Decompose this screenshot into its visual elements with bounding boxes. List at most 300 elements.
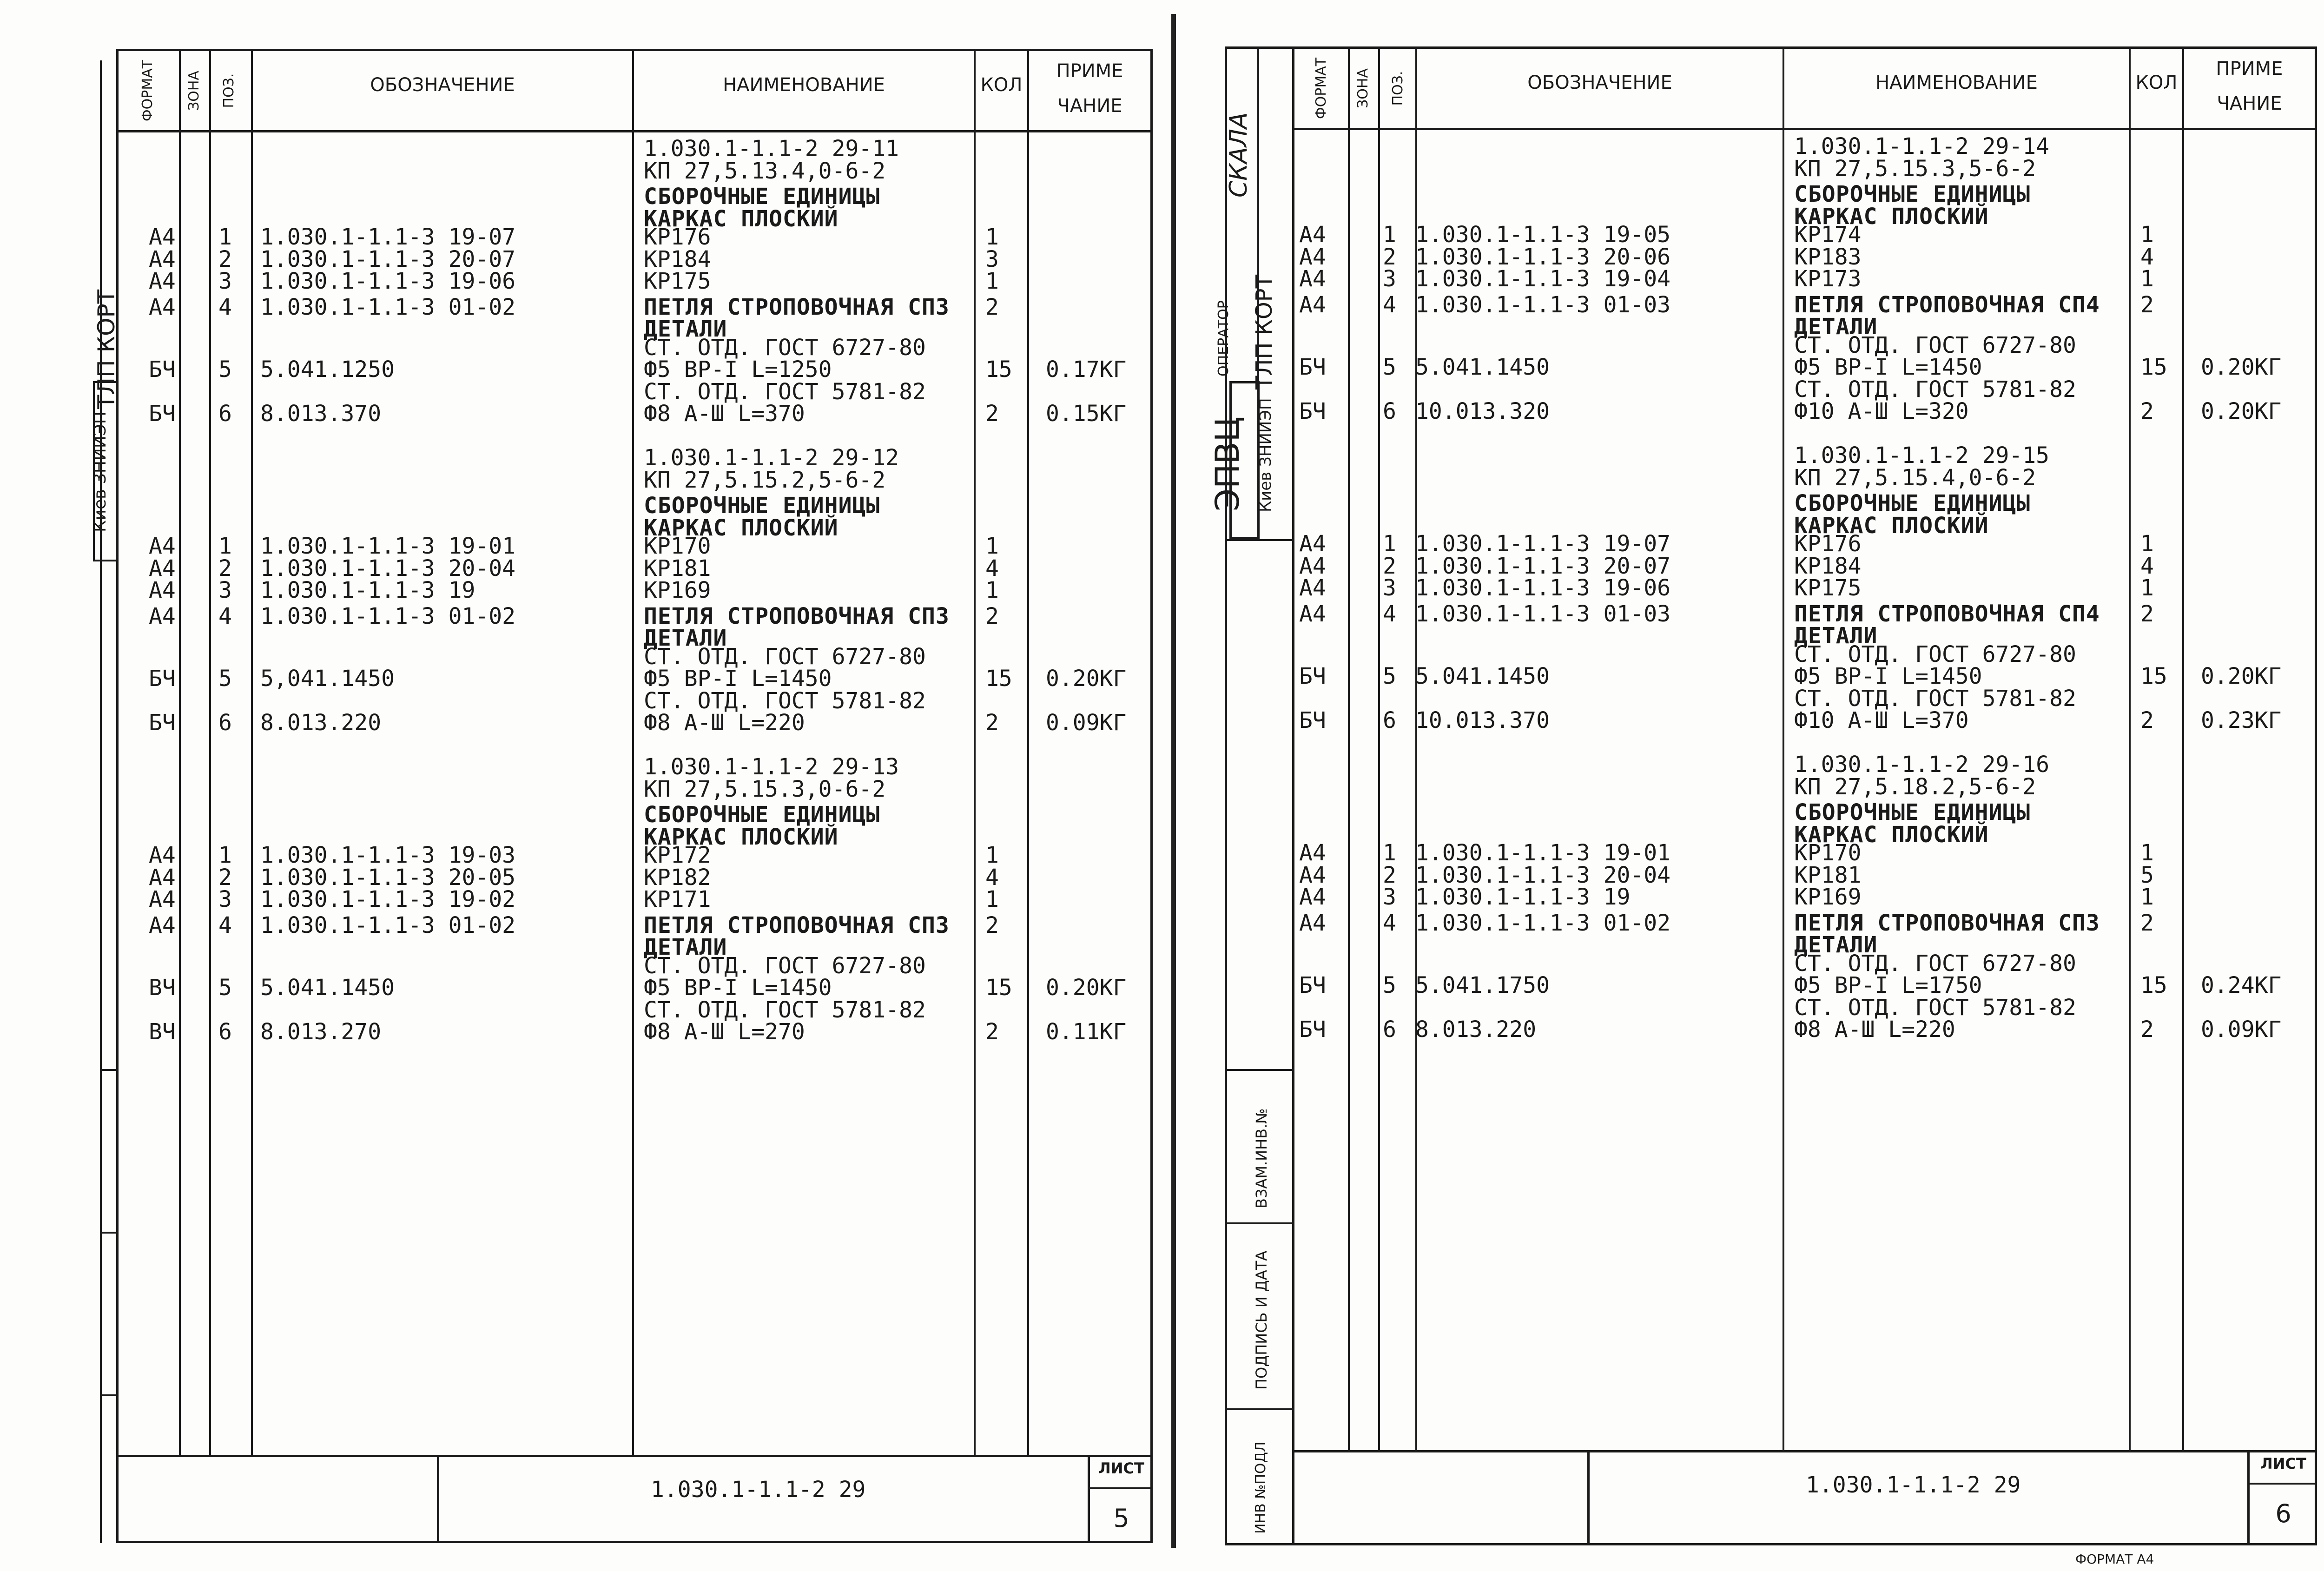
designation-cell: 1.030.1-1.1-3 20-04 (260, 555, 516, 581)
name-cell: СТ. ОТД. ГОСТ 6727-80 (644, 643, 926, 670)
format-cell: БЧ (1299, 972, 1326, 998)
sheet-number: 5 (1113, 1504, 1129, 1533)
header-format: ФОРМАТ (1313, 57, 1329, 119)
spec-row (0, 755, 1153, 778)
quantity-cell: 15 (985, 666, 1012, 692)
name-cell: КП 27,5.15.3,0-6-2 (644, 776, 886, 802)
format-cell: ВЧ (149, 1019, 176, 1045)
designation-cell: 1.030.1-1.1-3 19-04 (1415, 266, 1671, 292)
position-cell: 5 (218, 975, 232, 1001)
format-cell: А4 (149, 224, 176, 250)
sheet-box-line (2247, 1483, 2317, 1485)
stamp-skala: СКАЛА (1225, 112, 1253, 198)
quantity-cell: 2 (2140, 398, 2154, 424)
name-cell: СТ. ОТД. ГОСТ 6727-80 (1794, 641, 2076, 667)
name-cell: СБОРОЧНЫЕ ЕДИНИЦЫ (644, 493, 880, 519)
label-podpis-data: ПОДПИСЬ И ДАТА (1253, 1250, 1270, 1390)
format-cell: А4 (149, 842, 176, 868)
name-cell: Ф5 ВР-I L=1250 (644, 356, 832, 383)
sheet-number: 6 (2275, 1499, 2291, 1528)
spec-row (0, 493, 1153, 519)
name-cell: Ф5 ВР-I L=1750 (1794, 972, 1982, 998)
note-cell: 0.20КГ (1046, 975, 1127, 1001)
header-pos: ПОЗ. (1390, 71, 1406, 106)
name-cell: ДЕТАЛИ (1794, 932, 1878, 958)
spec-row (0, 914, 1153, 936)
stamp-tlp-kort: ТЛП КОРТ (1251, 275, 1277, 389)
spec-row (1164, 376, 2317, 403)
spec-row (1164, 864, 2317, 886)
format-cell: БЧ (1299, 663, 1326, 689)
name-cell: ПЕТЛЯ СТРОПОВОЧНАЯ СП3 (644, 294, 950, 320)
spec-row (0, 1020, 1153, 1043)
spec-row (0, 248, 1153, 270)
header-bottom-line (1292, 128, 2317, 130)
name-cell: КР184 (644, 246, 711, 272)
position-cell: 6 (218, 401, 232, 427)
designation-cell: 1.030.1-1.1-3 01-02 (260, 294, 516, 320)
designation-cell: 1.030.1-1.1-3 01-02 (260, 912, 516, 938)
designation-cell: 1.030.1-1.1-3 20-05 (260, 864, 516, 891)
right-sheet (1164, 0, 2324, 1567)
name-cell: КАРКАС ПЛОСКИЙ (644, 824, 838, 850)
spec-row (0, 535, 1153, 557)
position-cell: 1 (1383, 840, 1396, 866)
position-cell: 2 (1383, 244, 1396, 270)
position-cell: 4 (218, 294, 232, 320)
spec-row (0, 643, 1153, 670)
name-cell: 1.030.1-1.1-2 29-12 (644, 445, 899, 471)
note-cell: 0.09КГ (1046, 710, 1127, 736)
position-cell: 3 (218, 577, 232, 603)
format-cell: А4 (1299, 291, 1326, 318)
name-cell: Ф5 ВР-I L=1450 (644, 975, 832, 1001)
position-cell: 2 (218, 246, 232, 272)
spec-row (1164, 245, 2317, 268)
position-cell: 5 (1383, 354, 1396, 380)
spec-row (1164, 293, 2317, 316)
name-cell: ДЕТАЛИ (644, 934, 727, 960)
format-cell: А4 (149, 294, 176, 320)
name-cell: 1.030.1-1.1-2 29-15 (1794, 442, 2050, 469)
document-code: 1.030.1-1.1-2 29 (651, 1477, 866, 1503)
spec-row (0, 356, 1153, 383)
format-cell: А4 (149, 886, 176, 912)
frame-bottom (116, 1541, 1153, 1543)
designation-cell: 10.013.370 (1415, 707, 1550, 733)
name-cell: КР175 (644, 268, 711, 294)
format-cell: А4 (149, 577, 176, 603)
name-cell: Ф10 А-Ш L=320 (1794, 398, 1969, 424)
designation-cell: 5,041.1450 (260, 666, 395, 692)
note-cell: 0.09КГ (2201, 1017, 2282, 1043)
name-cell: ДЕТАЛИ (1794, 314, 1878, 340)
quantity-cell: 1 (2140, 575, 2154, 601)
format-cell: БЧ (1299, 354, 1326, 380)
name-cell: КР170 (644, 533, 711, 559)
name-cell: КАРКАС ПЛОСКИЙ (1794, 821, 1989, 848)
spec-row (1164, 974, 2317, 996)
header-zone: ЗОНА (186, 71, 202, 111)
format-cell: А4 (149, 246, 176, 272)
designation-cell: 1.030.1-1.1-3 01-02 (260, 603, 516, 629)
position-cell: 1 (218, 224, 232, 250)
quantity-cell: 1 (985, 533, 999, 559)
quantity-cell: 1 (985, 886, 999, 912)
position-cell: 6 (1383, 398, 1396, 424)
format-cell: А4 (1299, 553, 1326, 579)
spec-row (0, 424, 1153, 447)
spec-row (1164, 643, 2317, 665)
name-cell: СТ. ОТД. ГОСТ 5781-82 (1794, 685, 2076, 712)
position-cell: 6 (1383, 707, 1396, 733)
spec-row (1164, 554, 2317, 577)
spec-row (0, 954, 1153, 977)
designation-cell: 1.030.1-1.1-3 19-01 (260, 533, 516, 559)
position-cell: 1 (218, 533, 232, 559)
spec-row (0, 666, 1153, 692)
spec-row (0, 159, 1153, 182)
position-cell: 5 (218, 356, 232, 383)
spec-row (0, 802, 1153, 828)
name-cell: Ф8 А-Ш L=220 (644, 710, 805, 736)
designation-cell: 1.030.1-1.1-3 20-06 (1415, 244, 1671, 270)
quantity-cell: 15 (2140, 972, 2167, 998)
quantity-cell: 2 (2140, 601, 2154, 627)
name-cell: 1.030.1-1.1-2 29-11 (644, 136, 899, 162)
name-cell: ДЕТАЛИ (644, 625, 727, 651)
sheet-label: ЛИСТ (1098, 1459, 1144, 1477)
designation-cell: 1.030.1-1.1-3 20-04 (1415, 862, 1671, 888)
name-cell: Ф8 А-Ш L=270 (644, 1019, 805, 1045)
designation-cell: 10.013.320 (1415, 398, 1550, 424)
spec-row (1164, 841, 2317, 864)
name-cell: КАРКАС ПЛОСКИЙ (644, 205, 838, 232)
name-cell: СТ. ОТД. ГОСТ 6727-80 (1794, 950, 2076, 977)
designation-cell: 8.013.220 (1415, 1017, 1537, 1043)
position-cell: 2 (1383, 862, 1396, 888)
note-cell: 0.20КГ (1046, 666, 1127, 692)
header-note-1: ПРИМЕ (2216, 58, 2283, 79)
header-note-2: ЧАНИЕ (2217, 93, 2282, 114)
spec-row (1164, 911, 2317, 934)
spec-row (0, 689, 1153, 712)
spec-row (1164, 950, 2317, 977)
name-cell: КАРКАС ПЛОСКИЙ (1794, 203, 1989, 230)
margin-tick-3 (100, 1394, 119, 1396)
quantity-cell: 2 (985, 710, 999, 736)
spec-row (1164, 665, 2317, 687)
designation-cell: 5.041.1750 (1415, 972, 1550, 998)
margin-sep-2 (1225, 1069, 1292, 1071)
quantity-cell: 1 (2140, 266, 2154, 292)
spec-row (1164, 400, 2317, 422)
name-cell: КР175 (1794, 575, 1862, 601)
titleblock-sep (437, 1455, 439, 1543)
designation-cell: 1.030.1-1.1-3 01-03 (1415, 601, 1671, 627)
name-cell: Ф5 ВР-I L=1450 (644, 666, 832, 692)
spec-row (0, 136, 1153, 162)
spec-row (0, 184, 1153, 210)
format-cell: БЧ (1299, 398, 1326, 424)
name-cell: СТ. ОТД. ГОСТ 5781-82 (644, 687, 926, 714)
name-cell: ПЕТЛЯ СТРОПОВОЧНАЯ СП3 (644, 912, 950, 938)
spec-row (0, 401, 1153, 427)
margin-sep-4 (1225, 1408, 1292, 1410)
name-cell: КП 27,5.15.3,5-6-2 (1794, 155, 2036, 182)
designation-cell: 1.030.1-1.1-3 01-03 (1415, 291, 1671, 318)
header-name: НАИМЕНОВАНИЕ (723, 74, 885, 96)
margin-tick-2 (100, 1232, 119, 1234)
spec-row (0, 557, 1153, 579)
header-note-2: ЧАНИЕ (1057, 95, 1122, 117)
format-cell: ВЧ (149, 975, 176, 1001)
name-cell: КП 27,5.15.4,0-6-2 (1794, 464, 2036, 491)
designation-cell: 1.030.1-1.1-3 19-05 (1415, 222, 1671, 248)
name-cell: СТ. ОТД. ГОСТ 5781-82 (644, 997, 926, 1023)
position-cell: 3 (1383, 266, 1396, 292)
quantity-cell: 5 (2140, 862, 2154, 888)
spec-row (1164, 531, 2317, 557)
position-cell: 3 (1383, 884, 1396, 910)
name-cell: КР181 (1794, 862, 1862, 888)
name-cell: СБОРОЧНЫЕ ЕДИНИЦЫ (644, 802, 880, 828)
name-cell: СБОРОЧНЫЕ ЕДИНИЦЫ (1794, 490, 2031, 516)
quantity-cell: 1 (2140, 531, 2154, 557)
designation-cell: 1.030.1-1.1-3 19 (260, 577, 475, 603)
header-pos: ПОЗ. (221, 73, 237, 108)
spec-row (1164, 775, 2317, 798)
frame-top (116, 49, 1153, 51)
name-cell: КР171 (644, 886, 711, 912)
quantity-cell: 15 (985, 975, 1012, 1001)
stamp-tlp-kort: ТЛП КОРТ (93, 289, 120, 409)
stamp-kiev-zniiep: Киев ЗНИИЭП (1256, 398, 1275, 512)
position-cell: 1 (218, 842, 232, 868)
position-cell: 2 (218, 864, 232, 891)
name-cell: КП 27,5.15.2,5-6-2 (644, 467, 886, 493)
name-cell: КР170 (1794, 840, 1862, 866)
spec-row (1164, 183, 2317, 205)
name-cell: ДЕТАЛИ (644, 316, 727, 342)
format-cell: А4 (149, 533, 176, 559)
name-cell: СТ. ОТД. ГОСТ 6727-80 (1794, 332, 2076, 358)
name-cell: СБОРОЧНЫЕ ЕДИНИЦЫ (644, 184, 880, 210)
note-cell: 0.15КГ (1046, 401, 1127, 427)
name-cell: СБОРОЧНЫЕ ЕДИНИЦЫ (1794, 181, 2031, 207)
spec-row (0, 334, 1153, 361)
format-cell: А4 (1299, 222, 1326, 248)
designation-cell: 1.030.1-1.1-3 19-06 (1415, 575, 1671, 601)
quantity-cell: 4 (985, 555, 999, 581)
quantity-cell: 2 (985, 294, 999, 320)
name-cell: КР184 (1794, 553, 1862, 579)
spec-row (0, 844, 1153, 866)
spec-row (1164, 222, 2317, 248)
spec-row (1164, 422, 2317, 444)
margin-sep-3 (1225, 1222, 1292, 1224)
spec-row (0, 380, 1153, 403)
quantity-cell: 1 (985, 268, 999, 294)
position-cell: 5 (1383, 972, 1396, 998)
spec-row (1164, 442, 2317, 469)
name-cell: ПЕТЛЯ СТРОПОВОЧНАЯ СП4 (1794, 601, 2100, 627)
designation-cell: 8.013.220 (260, 710, 382, 736)
name-cell: 1.030.1-1.1-2 29-13 (644, 754, 899, 780)
spec-row (1164, 731, 2317, 753)
designation-cell: 1.030.1-1.1-3 01-02 (1415, 910, 1671, 936)
designation-cell: 8.013.270 (260, 1019, 382, 1045)
sheet-label: ЛИСТ (2260, 1455, 2306, 1472)
format-cell: А4 (1299, 575, 1326, 601)
note-cell: 0.20КГ (2201, 663, 2282, 689)
name-cell: ДЕТАЛИ (1794, 623, 1878, 649)
spec-row (1164, 267, 2317, 290)
name-cell: КАРКАС ПЛОСКИЙ (644, 515, 838, 541)
name-cell: СТ. ОТД. ГОСТ 5781-82 (1794, 994, 2076, 1021)
name-cell: КР174 (1794, 222, 1862, 248)
format-cell: БЧ (149, 710, 176, 736)
designation-cell: 5.041.1450 (1415, 354, 1550, 380)
designation-cell: 1.030.1-1.1-3 19-06 (260, 268, 516, 294)
header-qty: КОЛ (2135, 72, 2178, 93)
format-cell: А4 (149, 864, 176, 891)
name-cell: СТ. ОТД. ГОСТ 5781-82 (644, 378, 926, 405)
name-cell: КР182 (644, 864, 711, 891)
stamp-kiev-zniiep: Киев ЗНИИЭП (91, 411, 110, 532)
position-cell: 5 (218, 666, 232, 692)
position-cell: 3 (218, 268, 232, 294)
format-cell: А4 (1299, 910, 1326, 936)
name-cell: КР169 (644, 577, 711, 603)
name-cell: СТ. ОТД. ГОСТ 5781-82 (1794, 376, 2076, 403)
format-footer: ФОРМАТ А4 (2075, 1551, 2154, 1567)
format-cell: А4 (1299, 601, 1326, 627)
name-cell: КР176 (644, 224, 711, 250)
name-cell: Ф5 ВР-I L=1450 (1794, 354, 1982, 380)
quantity-cell: 15 (2140, 354, 2167, 380)
header-designation: ОБОЗНАЧЕНИЕ (1527, 72, 1672, 93)
margin-tick-1 (100, 1069, 119, 1071)
spec-row (1164, 801, 2317, 823)
quantity-cell: 1 (985, 842, 999, 868)
spec-row (1164, 334, 2317, 356)
name-cell: КАРКАС ПЛОСКИЙ (1794, 512, 1989, 539)
spec-row (1164, 1017, 2317, 1043)
name-cell: ПЕТЛЯ СТРОПОВОЧНАЯ СП4 (1794, 291, 2100, 318)
note-cell: 0.23КГ (2201, 707, 2282, 733)
name-cell: КП 27,5.13.4,0-6-2 (644, 158, 886, 184)
designation-cell: 1.030.1-1.1-3 19-02 (260, 886, 516, 912)
quantity-cell: 15 (2140, 663, 2167, 689)
note-cell: 0.20КГ (2201, 398, 2282, 424)
position-cell: 4 (218, 603, 232, 629)
sheet-box-line (1088, 1487, 1153, 1489)
header-qty: КОЛ (980, 74, 1023, 96)
name-cell: 1.030.1-1.1-2 29-14 (1794, 133, 2050, 159)
format-cell: А4 (149, 555, 176, 581)
designation-cell: 8.013.370 (260, 401, 382, 427)
spec-row (1164, 994, 2317, 1021)
frame-bottom (1225, 1543, 2317, 1545)
header-bottom-line (116, 130, 1153, 132)
titleblock-sep (1587, 1450, 1590, 1543)
format-cell: БЧ (1299, 1017, 1326, 1043)
spec-row (1164, 135, 2317, 157)
spec-row (1164, 685, 2317, 712)
spec-row (1164, 492, 2317, 514)
spec-row (0, 864, 1153, 891)
format-cell: А4 (149, 603, 176, 629)
format-cell: БЧ (149, 666, 176, 692)
designation-cell: 1.030.1-1.1-3 20-07 (1415, 553, 1671, 579)
quantity-cell: 15 (985, 356, 1012, 383)
quantity-cell: 2 (985, 1019, 999, 1045)
position-cell: 6 (218, 710, 232, 736)
quantity-cell: 1 (2140, 884, 2154, 910)
frame-top (1225, 46, 2317, 49)
designation-cell: 5.041.1450 (1415, 663, 1550, 689)
stamp-epvts: ЭПВЦ (1208, 416, 1247, 511)
format-cell: А4 (149, 912, 176, 938)
position-cell: 4 (1383, 291, 1396, 318)
spec-row (0, 446, 1153, 469)
designation-cell: 1.030.1-1.1-3 19-01 (1415, 840, 1671, 866)
position-cell: 4 (218, 912, 232, 938)
name-cell: СТ. ОТД. ГОСТ 6727-80 (644, 334, 926, 361)
name-cell: Ф5 ВР-I L=1450 (1794, 663, 1982, 689)
quantity-cell: 1 (2140, 840, 2154, 866)
quantity-cell: 2 (985, 603, 999, 629)
spec-row (0, 975, 1153, 1001)
header-format: ФОРМАТ (139, 59, 156, 122)
spec-row (0, 579, 1153, 601)
quantity-cell: 2 (2140, 707, 2154, 733)
note-cell: 0.11КГ (1046, 1019, 1127, 1045)
note-cell: 0.17КГ (1046, 356, 1127, 383)
spec-row (1164, 885, 2317, 908)
format-cell: А4 (1299, 244, 1326, 270)
spec-row (1164, 356, 2317, 378)
header-name: НАИМЕНОВАНИЕ (1875, 72, 2038, 93)
label-vzam-inv: ВЗАМ.ИНВ.№ (1253, 1108, 1270, 1208)
name-cell: КР176 (1794, 531, 1862, 557)
format-cell: А4 (1299, 531, 1326, 557)
quantity-cell: 2 (2140, 1017, 2154, 1043)
designation-cell: 5.041.1450 (260, 975, 395, 1001)
name-cell: КП 27,5.18.2,5-6-2 (1794, 773, 2036, 800)
stamp-operator: ОПЕРАТОР (1215, 300, 1232, 376)
designation-cell: 5.041.1250 (260, 356, 395, 383)
name-cell: КР169 (1794, 884, 1862, 910)
spec-row (0, 710, 1153, 736)
format-cell: А4 (1299, 266, 1326, 292)
spec-row (0, 296, 1153, 318)
spec-row (0, 225, 1153, 248)
quantity-cell: 2 (2140, 291, 2154, 318)
left-sheet (0, 0, 1162, 1564)
spec-row (1164, 709, 2317, 731)
name-cell: СТ. ОТД. ГОСТ 6727-80 (644, 952, 926, 979)
position-cell: 2 (1383, 553, 1396, 579)
designation-cell: 1.030.1-1.1-3 19 (1415, 884, 1631, 910)
designation-cell: 1.030.1-1.1-3 19-03 (260, 842, 516, 868)
spec-row (0, 733, 1153, 756)
position-cell: 6 (218, 1019, 232, 1045)
name-cell: Ф10 А-Ш L=370 (1794, 707, 1969, 733)
quantity-cell: 4 (2140, 244, 2154, 270)
format-cell: БЧ (149, 401, 176, 427)
